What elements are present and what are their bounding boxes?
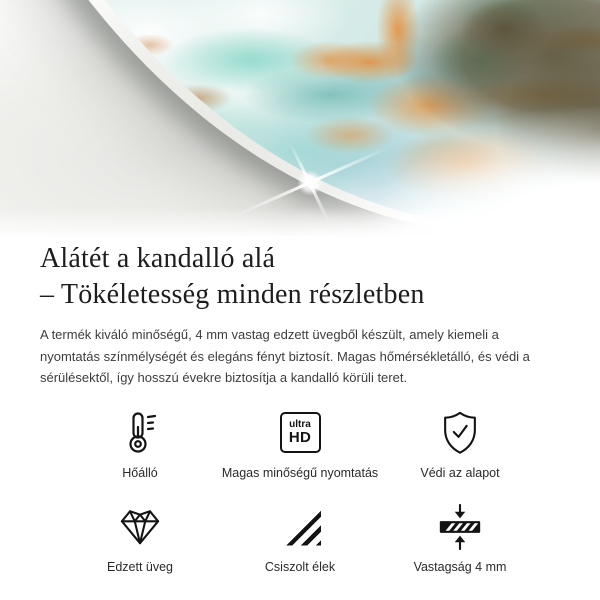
shield-check-icon: [438, 410, 482, 456]
product-description: A termék kiváló minőségű, 4 mm vastag edzett üvegből készült, amely kiemeli a nyomtatás színmélységét és elegáns fényt biztosít. Magas hőmérsékletálló, és védi a sérülésektől, így hosszú évekre biztosítja a kandalló körüli teret.: [40, 327, 530, 385]
feature-heat-resistant: [60, 410, 220, 480]
feature-label: Magas minőségű nyomtatás: [221, 465, 379, 480]
product-info: [0, 241, 600, 574]
page-title-line1: Alátét a kandalló alá: [40, 243, 276, 274]
feature-polished-edges: [220, 504, 380, 574]
thermometer-icon: [122, 411, 158, 455]
thickness-icon: [438, 504, 482, 550]
feature-label: Vastagság 4 mm: [413, 559, 507, 574]
feature-tempered-glass: [60, 504, 220, 574]
feature-label: Hőálló: [122, 465, 158, 480]
page-title-line2: – Tökéletesség minden részletben: [40, 279, 425, 310]
feature-label: Csiszolt élek: [264, 559, 336, 574]
feature-label: Védi az alapot: [420, 465, 500, 480]
feature-grid: [40, 410, 560, 574]
feature-label: Edzett üveg: [106, 559, 173, 574]
ultra-hd-icon: ultra HD: [280, 412, 321, 453]
page-title: [40, 241, 560, 313]
diamond-icon: [117, 507, 163, 547]
polished-edges-icon: [279, 508, 321, 546]
feature-ultra-hd-print: [220, 410, 380, 480]
white-fade-overlay: [0, 0, 600, 236]
feature-protects-base: [380, 410, 540, 480]
product-image[interactable]: [0, 0, 600, 236]
feature-thickness: [380, 504, 540, 574]
